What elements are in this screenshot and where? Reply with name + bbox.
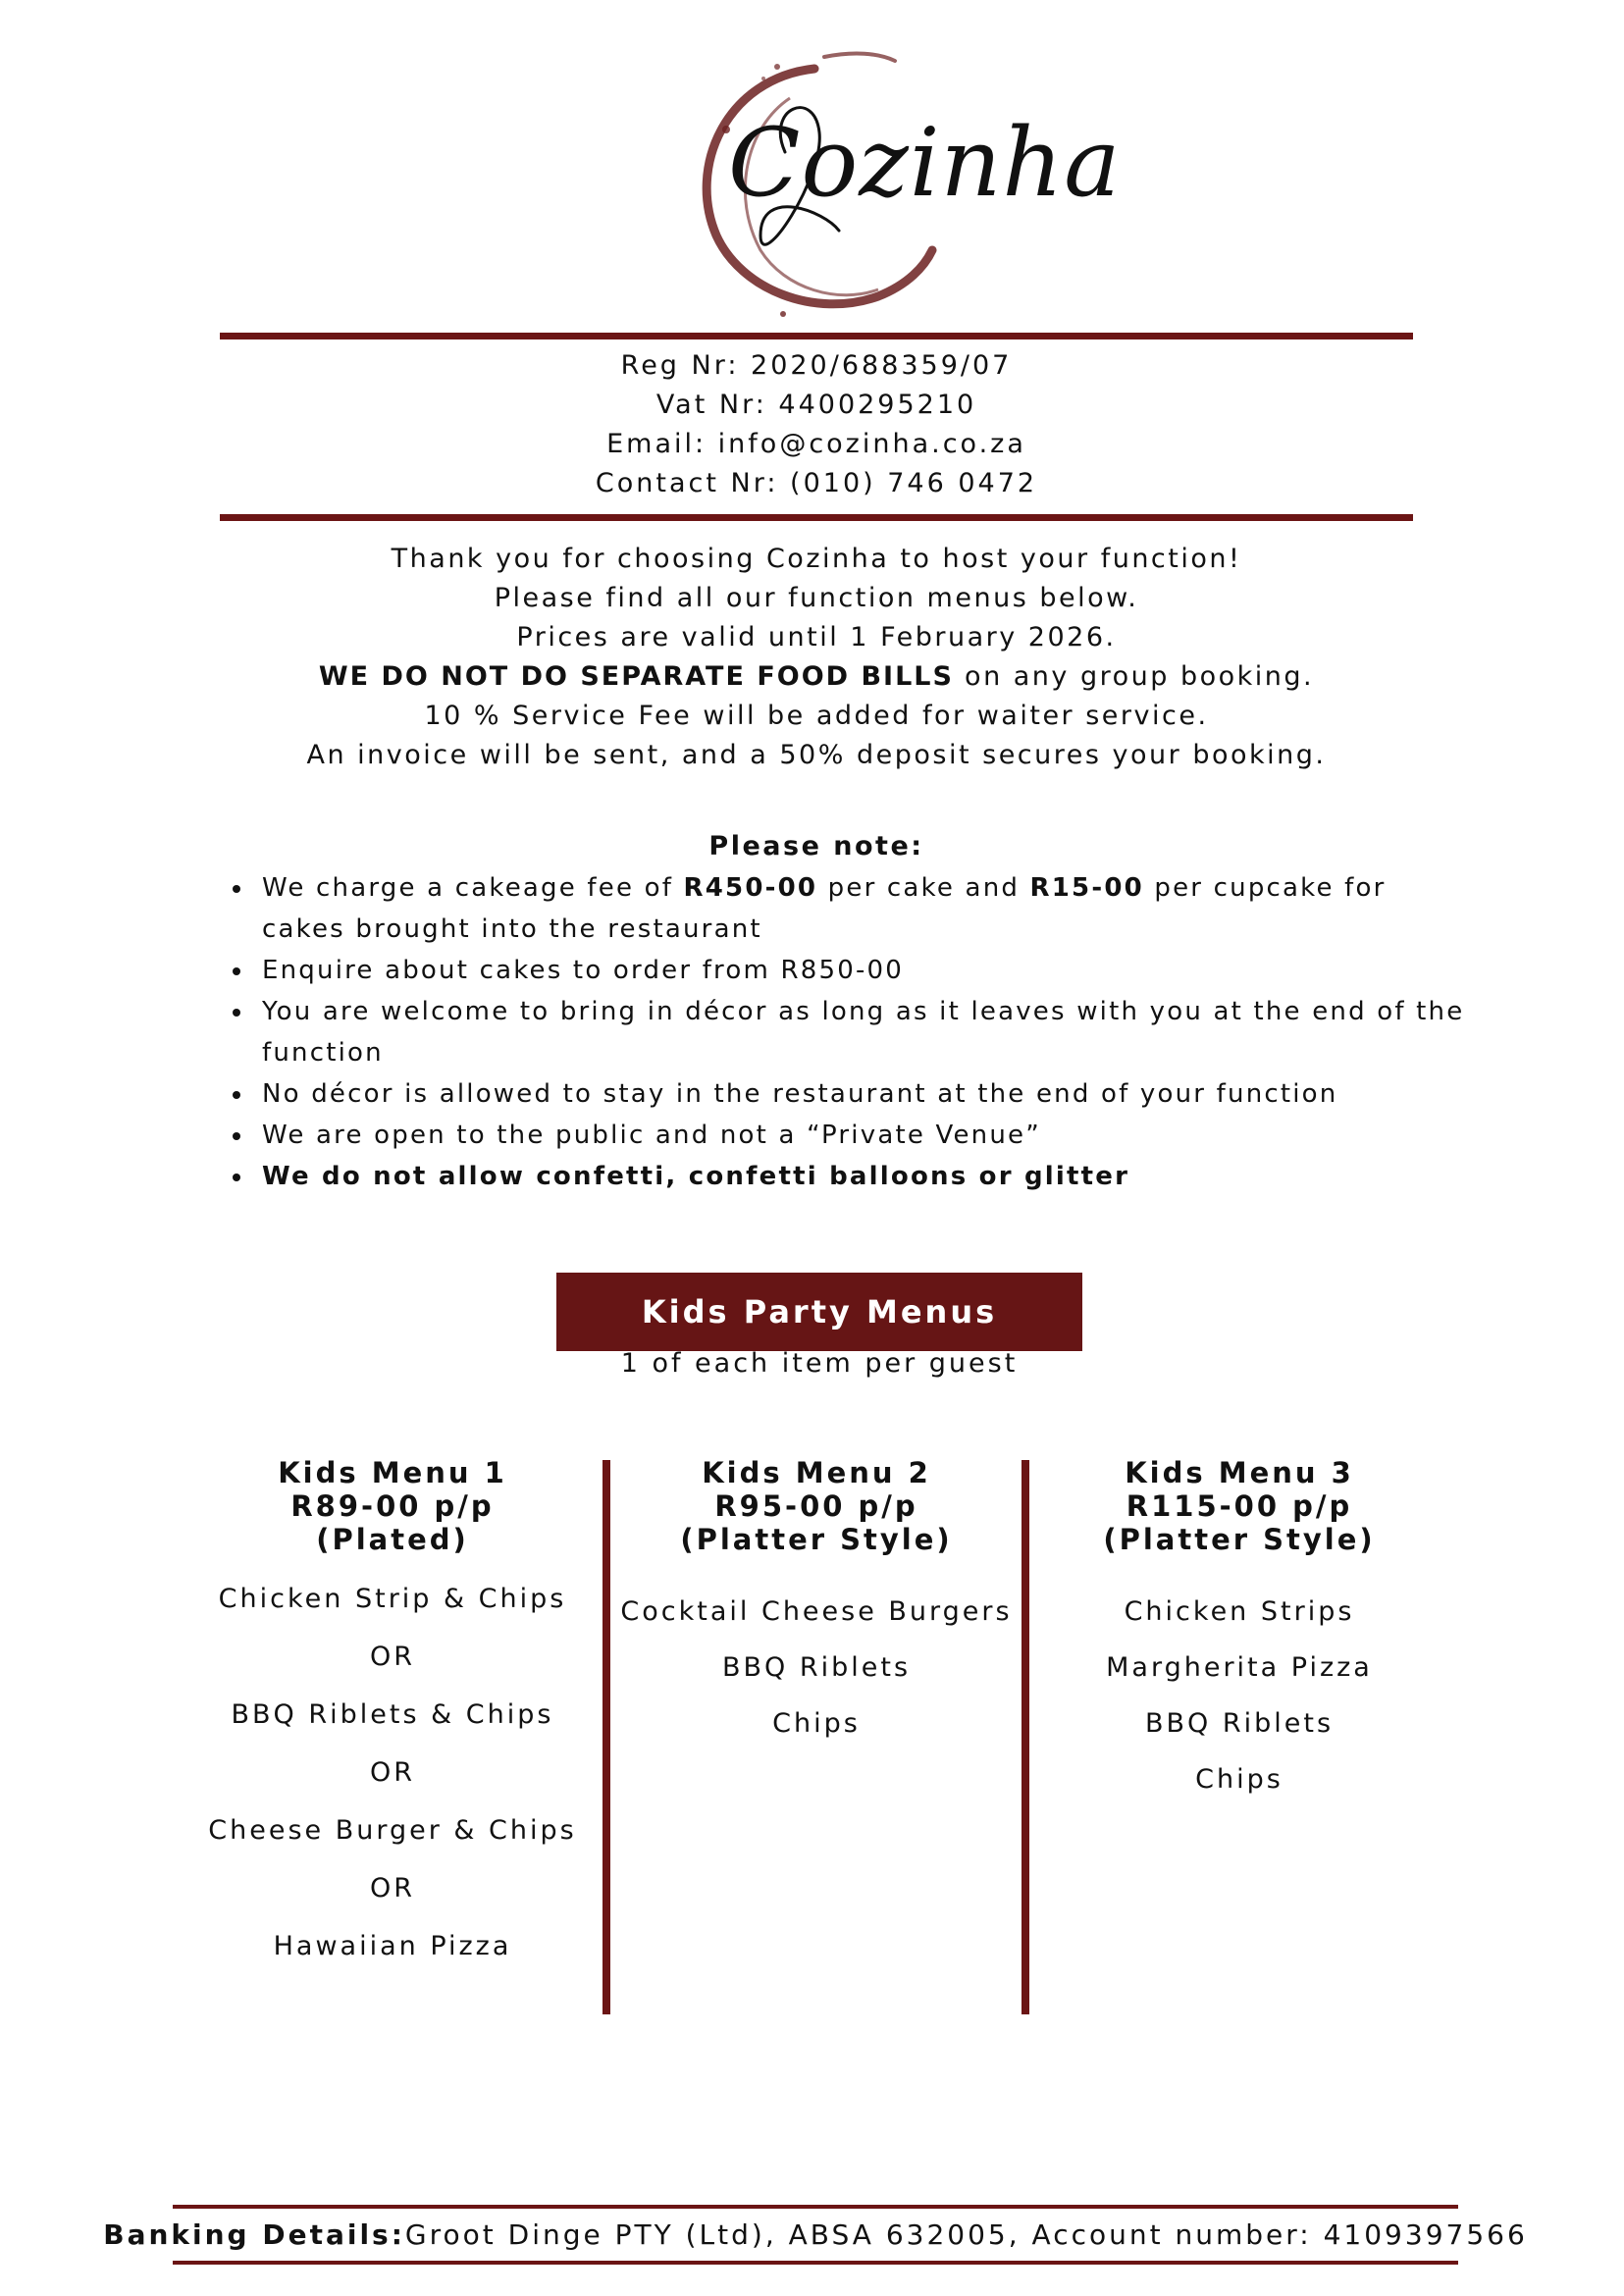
menu-name: Kids Menu 1: [278, 1456, 507, 1489]
list-item: BBQ Riblets & Chips: [231, 1699, 554, 1730]
menu-style: (Platter Style): [680, 1523, 953, 1556]
intro-line-rest: on any group booking.: [953, 661, 1315, 692]
list-item: Enquire about cakes to order from R850-00: [262, 950, 1469, 991]
intro-line: Prices are valid until 1 February 2026.: [516, 622, 1117, 652]
banking-label: Banking Details:: [103, 2218, 405, 2251]
kids-menus-subtitle: 1 of each item per guest: [620, 1348, 1019, 1379]
company-details: [220, 346, 1413, 503]
list-item: Cheese Burger & Chips: [208, 1815, 577, 1846]
intro-text: [220, 540, 1413, 775]
list-item: OR: [369, 1757, 415, 1788]
list-item: We do not allow confetti, confetti balloons or glitter: [262, 1156, 1469, 1197]
menu-style: (Platter Style): [1103, 1523, 1376, 1556]
banking-info: Groot Dinge PTY (Ltd), ABSA 632005, Account number: 4109397566: [404, 2218, 1528, 2251]
menu-items: [1043, 1584, 1436, 1807]
list-item: Cocktail Cheese Burgers: [620, 1596, 1013, 1627]
list-item: Chips: [1195, 1764, 1283, 1795]
intro-line: 10 % Service Fee will be added for waiter service.: [424, 701, 1209, 731]
intro-line: [220, 657, 1413, 697]
menu-items: [620, 1584, 1013, 1751]
contact-number: Contact Nr: (010) 746 0472: [595, 468, 1038, 498]
top-divider: [220, 333, 1413, 339]
list-item: You are welcome to bring in décor as long as it leaves with you at the end of the function: [262, 991, 1469, 1073]
list-item: Chicken Strip & Chips: [218, 1584, 567, 1614]
logo-wordmark: Cozinha: [728, 108, 1122, 218]
kids-menu-3: [1043, 1456, 1436, 1807]
column-divider: [602, 1460, 610, 2014]
menu-price: R115-00 p/p: [1126, 1489, 1353, 1523]
menu-style: (Plated): [316, 1523, 469, 1556]
kids-menu-1: [196, 1456, 589, 1975]
list-item: No décor is allowed to stay in the restaurant at the end of your function: [262, 1073, 1469, 1115]
list-item: Chips: [772, 1708, 861, 1739]
list-item: Chicken Strips: [1124, 1596, 1355, 1627]
kids-menus-banner: Kids Party Menus: [556, 1273, 1082, 1351]
list-item: Margherita Pizza: [1106, 1652, 1373, 1683]
list-item: OR: [369, 1642, 415, 1672]
vat-number: Vat Nr: 4400295210: [655, 390, 977, 420]
reg-number: Reg Nr: 2020/688359/07: [620, 350, 1013, 381]
column-divider: [1022, 1460, 1029, 2014]
menu-name: Kids Menu 2: [702, 1456, 931, 1489]
list-item: Hawaiian Pizza: [273, 1931, 512, 1961]
email-address: Email: info@cozinha.co.za: [606, 429, 1026, 459]
menu-name: Kids Menu 3: [1125, 1456, 1354, 1489]
cozinha-logo: [667, 39, 1122, 324]
footer-bottom-divider: [173, 2261, 1458, 2265]
intro-line: An invoice will be sent, and a 50% deposit secures your booking.: [306, 740, 1327, 770]
notes-list: [231, 867, 1469, 1197]
list-item: We are open to the public and not a “Private Venue”: [262, 1115, 1469, 1156]
menu-price: R95-00 p/p: [714, 1489, 918, 1523]
menu-items: [196, 1570, 589, 1975]
please-note-heading: Please note:: [708, 831, 924, 861]
banking-details: [103, 2208, 1528, 2261]
second-divider: [220, 514, 1413, 521]
list-item: We charge a cakeage fee of R450-00 per cake and R15-00 per cupcake for cakes brought into the restaurant: [262, 867, 1469, 950]
list-item: BBQ Riblets: [1144, 1708, 1335, 1739]
list-item: BBQ Riblets: [721, 1652, 912, 1683]
intro-line: Thank you for choosing Cozinha to host your function!: [391, 544, 1242, 574]
intro-line: Please find all our function menus below.: [494, 583, 1139, 613]
list-item: OR: [369, 1873, 415, 1904]
menu-price: R89-00 p/p: [290, 1489, 495, 1523]
kids-menu-2: [620, 1456, 1013, 1751]
separate-bills-warning: WE DO NOT DO SEPARATE FOOD BILLS: [318, 661, 954, 692]
